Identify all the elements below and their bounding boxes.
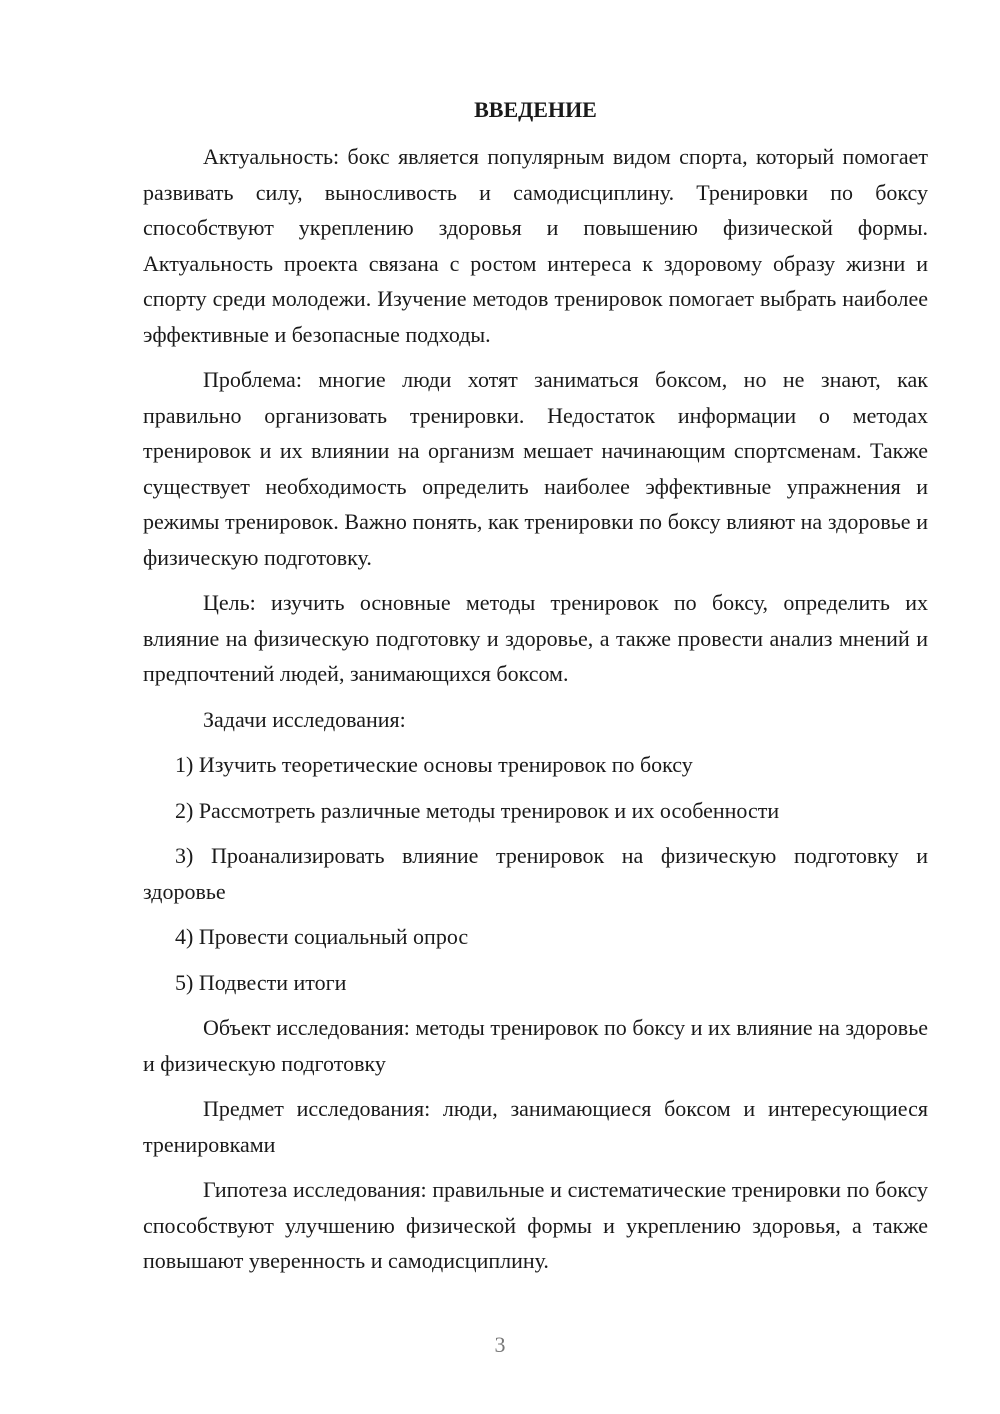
task-item: 1) Изучить теоретические основы тренировок по боксу bbox=[175, 752, 693, 777]
task-item: 3) Проанализировать влияние тренировок на физическую подготовку и здоровье bbox=[143, 843, 928, 904]
tasks-heading: Задачи исследования: bbox=[203, 706, 406, 732]
problem-paragraph: Проблема: многие люди хотят заниматься боксом, но не знают, как правильно организовать тренировки. Недостаток информации о методах тренировок и их влиянии на организм мешает начинающим спортсменам. Также существует необходимость определить наиболее эффективные упражнения и режимы тренировок. Важно понять, как тренировки по боксу влияют на здоровье и физическую подготовку. bbox=[143, 367, 928, 570]
page-number: 3 bbox=[494, 1332, 506, 1357]
task-item: 4) Провести социальный опрос bbox=[175, 924, 469, 949]
subject-paragraph: Предмет исследования: люди, занимающиеся боксом и интересующиеся тренировками bbox=[143, 1096, 928, 1157]
object-paragraph: Объект исследования: методы тренировок по боксу и их влияние на здоровье и физическую подготовку bbox=[143, 1015, 928, 1076]
hypothesis-paragraph: Гипотеза исследования: правильные и систематические тренировки по боксу способствуют улучшению физической формы и укреплению здоровья, а также повышают уверенность и самодисциплину. bbox=[143, 1177, 928, 1273]
task-item: 2) Рассмотреть различные методы тренировок и их особенности bbox=[175, 797, 780, 823]
section-title: ВВЕДЕНИЕ bbox=[474, 97, 597, 122]
document-page bbox=[143, 92, 928, 1289]
goal-paragraph: Цель: изучить основные методы тренировок по боксу, определить их влияние на физическую подготовку и здоровье, а также провести анализ мнений и предпочтений людей, занимающихся боксом. bbox=[143, 590, 928, 686]
task-item: 5) Подвести итоги bbox=[175, 969, 347, 995]
relevance-paragraph: Актуальность: бокс является популярным видом спорта, который помогает развивать силу, выносливость и самодисциплину. Тренировки по боксу способствуют укреплению здоровья и повышению физической формы. Актуальность проекта связана с ростом интереса к здоровому образу жизни и спорту среди молодежи. Изучение методов тренировок помогает выбрать наиболее эффективные и безопасные подходы. bbox=[143, 144, 928, 347]
